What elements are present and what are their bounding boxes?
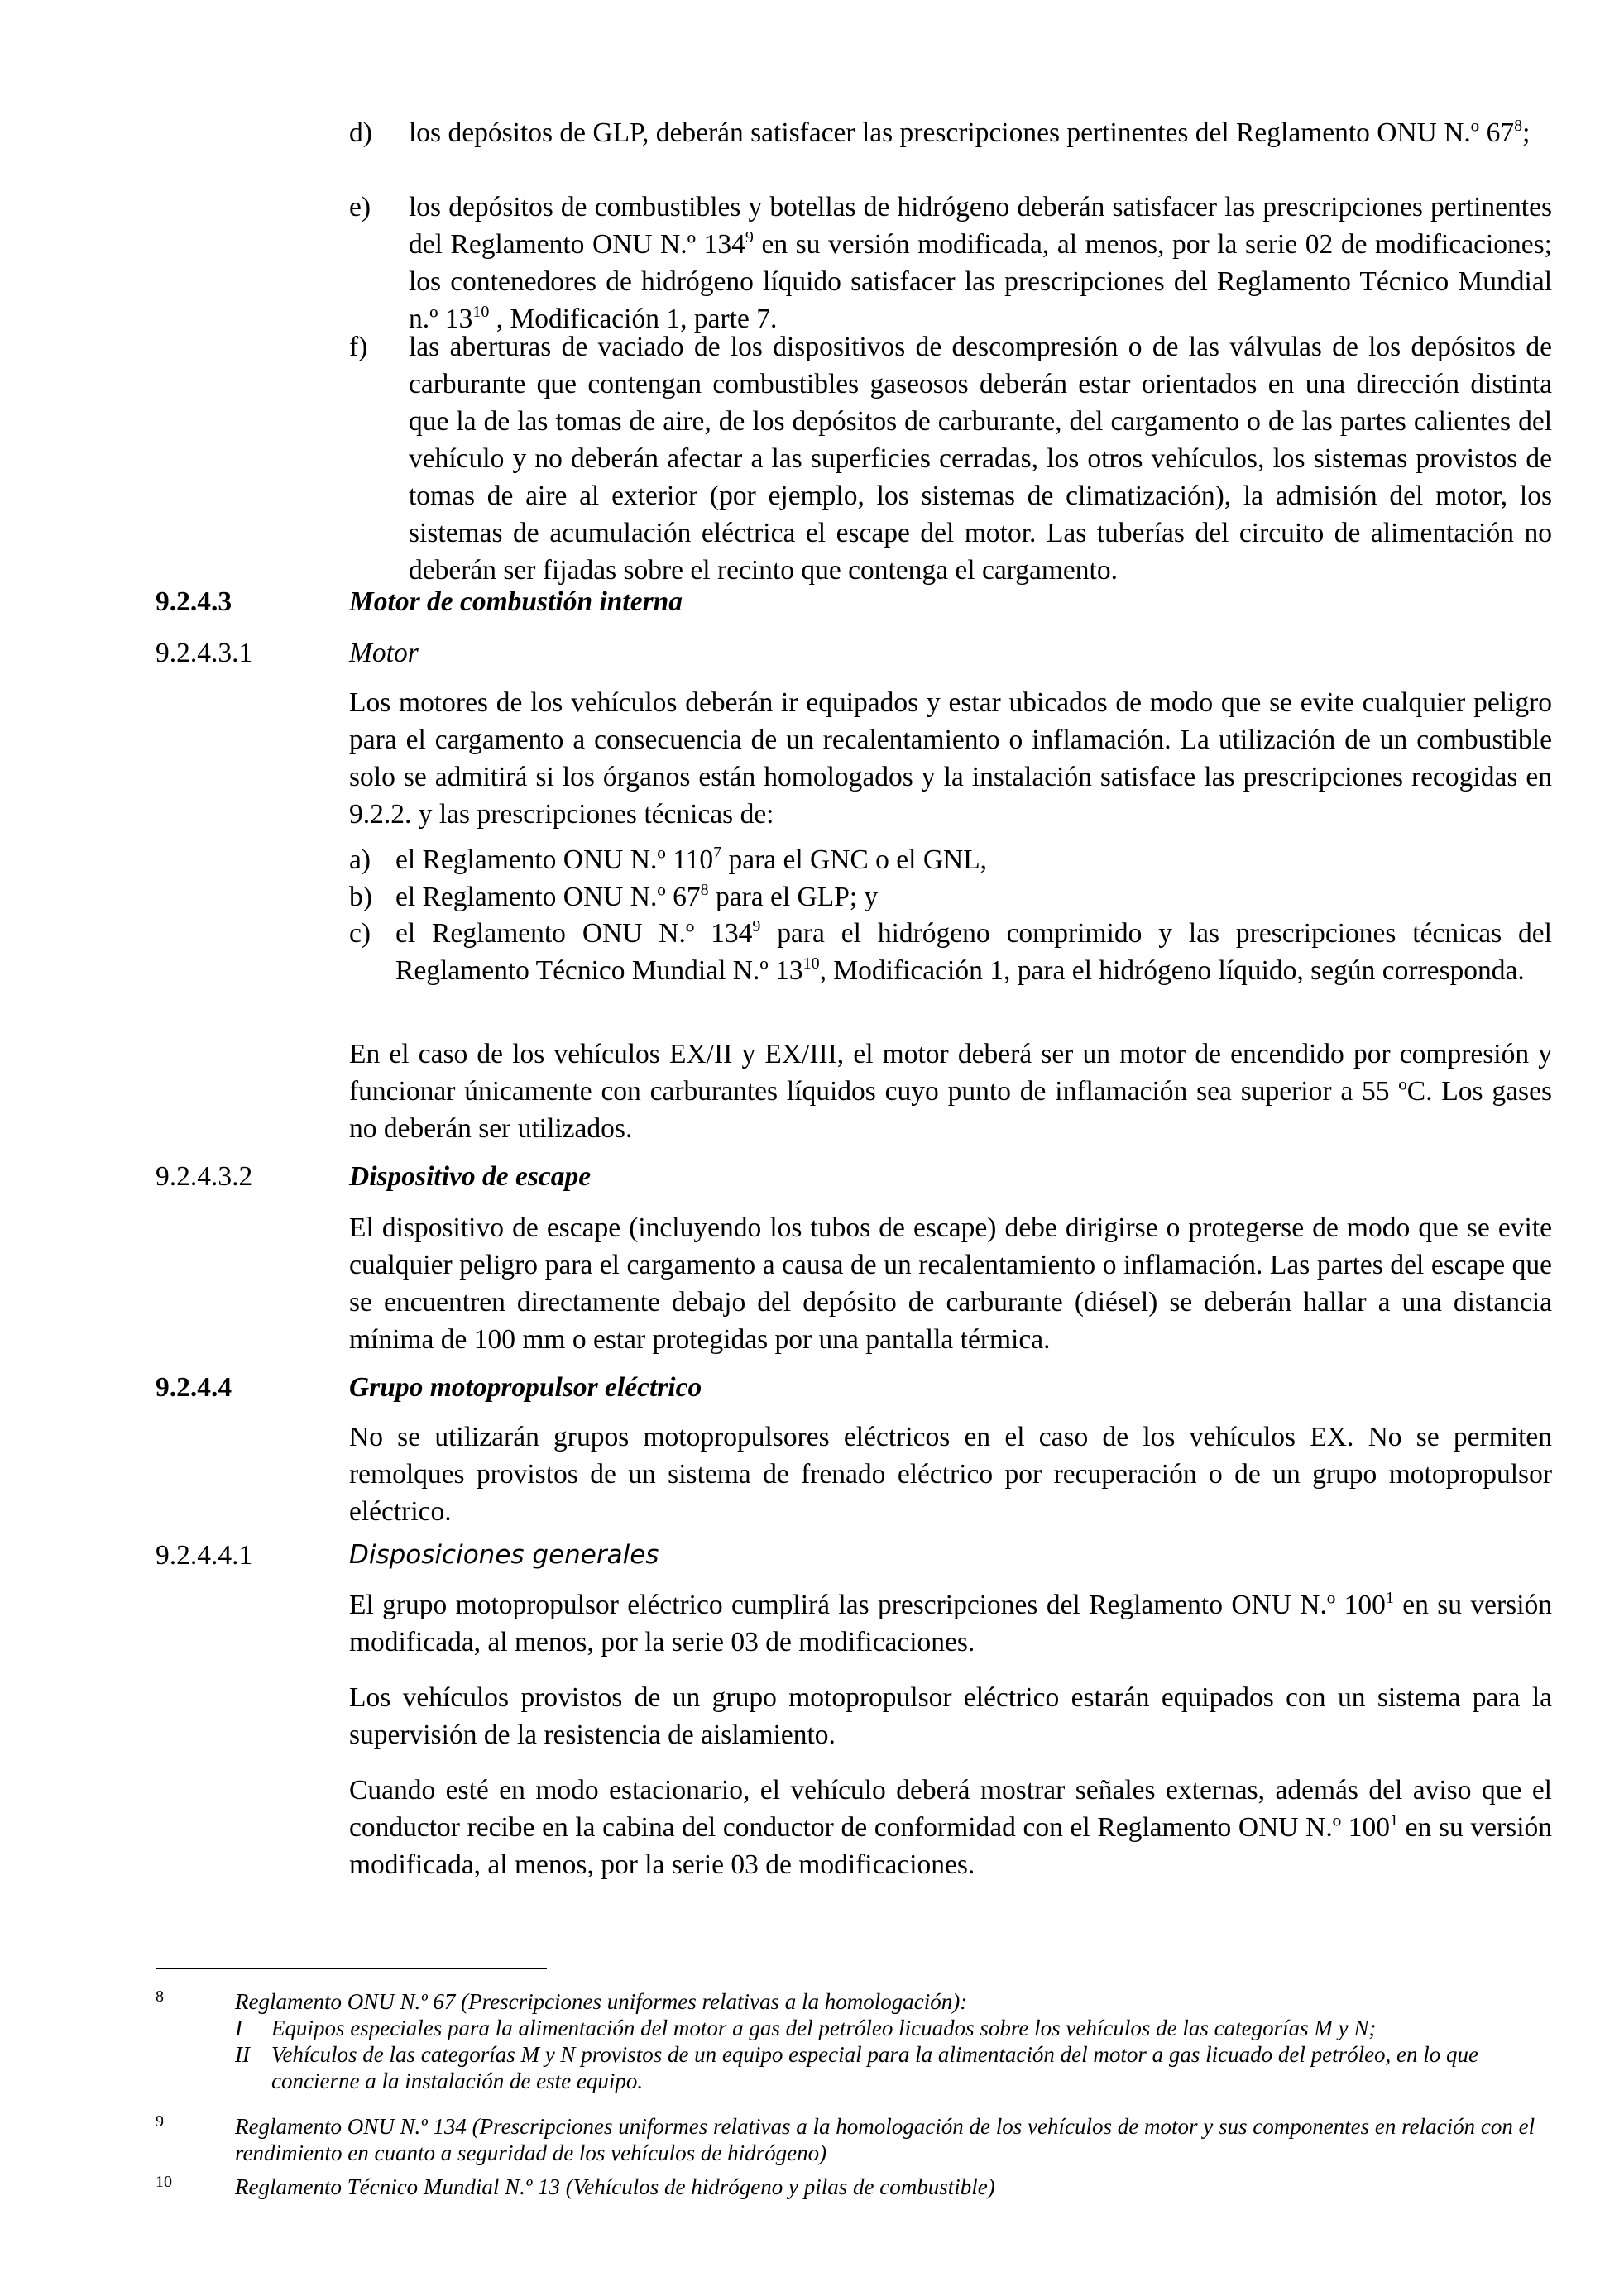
footnote-8 bbox=[156, 1988, 1562, 2094]
footnote-text: Reglamento ONU N.º 134 (Prescripciones uniformes relativas a la homologación de los vehículos de motor y sus componentes en relación con el rendimiento en cuanto a seguridad de los vehículos de hidrógeno) bbox=[235, 2114, 1535, 2165]
footnote-9 bbox=[156, 2113, 1562, 2166]
footnote-number: 9 bbox=[156, 2112, 164, 2131]
footnote-10 bbox=[156, 2174, 1562, 2200]
footnote-separator bbox=[156, 1968, 547, 1969]
list-item-b bbox=[349, 878, 1552, 916]
footnote-text: Reglamento ONU N.º 67 (Prescripciones uniformes relativas a la homologación): bbox=[235, 1989, 968, 2014]
list-label: e) bbox=[349, 192, 371, 222]
list-item-a bbox=[349, 841, 1552, 878]
section-number: 9.2.4.3.2 bbox=[156, 1161, 253, 1192]
paragraph: El grupo motopropulsor eléctrico cumplirá las prescripciones del Reglamento ONU N.º $100^1$ en su versión modificada, al menos, por la serie 03 de modificaciones. bbox=[349, 1589, 1552, 1657]
footnote-number: 10 bbox=[156, 2173, 172, 2191]
section-title: Disposiciones generales bbox=[349, 1540, 659, 1570]
list-label: c) bbox=[349, 918, 371, 949]
list-text: los depósitos de combustibles y botellas de hidrógeno deberán satisfacer las prescripciones pertinentes del Reglamento ONU N.º $134^9$ en su versión modificada, al menos, por la serie 02 de modificaciones; los contenedores de hidrógeno líquido satisfacer las prescripciones del Reglamento Técnico Mundial n.º $13^{10}$ , Modificación 1, parte 7. bbox=[409, 192, 1552, 334]
paragraph: En el caso de los vehículos EX/II y EX/III, el motor deberá ser un motor de encendido por compresión y funcionar únicamente con carburantes líquidos cuyo punto de inflamación sea superior a 55 ºC. Los gases no deberán ser utilizados. bbox=[349, 1039, 1552, 1144]
list-label: b) bbox=[349, 882, 372, 912]
footnote-subitem: II Vehículos de las categorías M y N provistos de un equipo especial para la alimentación del motor a gas licuado del petróleo, en lo que concierne a la instalación de este equipo. bbox=[235, 2042, 1479, 2093]
footnote-text: Reglamento Técnico Mundial N.º 13 (Vehículos de hidrógeno y pilas de combustible) bbox=[235, 2174, 995, 2199]
list-item-d bbox=[349, 114, 1552, 151]
section-title: Grupo motopropulsor eléctrico bbox=[349, 1372, 702, 1403]
section-number: 9.2.4.4.1 bbox=[156, 1540, 253, 1571]
paragraph: Los vehículos provistos de un grupo motopropulsor eléctrico estarán equipados con un sistema para la supervisión de la resistencia de aislamiento. bbox=[349, 1682, 1552, 1750]
list-label: a) bbox=[349, 844, 371, 875]
section-number: 9.2.4.3 bbox=[156, 586, 232, 617]
list-item-f bbox=[349, 328, 1552, 589]
list-label: f) bbox=[349, 332, 368, 362]
footnote-number: 8 bbox=[156, 1987, 164, 2006]
list-text: el Reglamento ONU N.º $110^7$ para el GNC o el GNL, bbox=[395, 844, 988, 875]
list-text: las aberturas de vaciado de los dispositivos de descompresión o de las válvulas de los depósitos de carburante que contengan combustibles gaseosos deberán estar orientados en una dirección distinta que la de las tomas de aire, de los depósitos de carburante, del cargamento o de las partes calientes del vehículo y no deberán afectar a las superficies cerradas, los otros vehículos, los sistemas provistos de tomas de aire al exterior (por ejemplo, los sistemas de climatización), la admisión del motor, los sistemas de acumulación eléctrica el escape del motor. Las tuberías del circuito de alimentación no deberán ser fijadas sobre el recinto que contenga el cargamento. bbox=[409, 332, 1552, 586]
paragraph: El dispositivo de escape (incluyendo los tubos de escape) debe dirigirse o protegerse de modo que se evite cualquier peligro para el cargamento a causa de un recalentamiento o inflamación. Las partes del escape que se encuentren directamente debajo del depósito de carburante (diésel) se deberán hallar a una distancia mínima de 100 mm o estar protegidas por una pantalla térmica. bbox=[349, 1213, 1552, 1355]
section-title: Dispositivo de escape bbox=[349, 1161, 592, 1192]
paragraph: Los motores de los vehículos deberán ir equipados y estar ubicados de modo que se evite cualquier peligro para el cargamento a consecuencia de un recalentamiento o inflamación. La utilización de un combustible solo se admitirá si los órganos están homologados y la instalación satisface las prescripciones recogidas en 9.2.2. y las prescripciones técnicas de: bbox=[349, 687, 1552, 830]
list-label: d) bbox=[349, 117, 372, 148]
footnote-subitem: I Equipos especiales para la alimentación del motor a gas del petróleo licuados sobre los vehículos de las categorías M y N; bbox=[235, 2016, 1377, 2040]
list-text: el Reglamento ONU N.º $67^8$ para el GLP; y bbox=[395, 881, 879, 912]
paragraph: No se utilizarán grupos motopropulsores eléctricos en el caso de los vehículos EX. No se permiten remolques provistos de un sistema de frenado eléctrico por recuperación o de un grupo motopropulsor eléctrico. bbox=[349, 1422, 1552, 1527]
section-number: 9.2.4.4 bbox=[156, 1372, 232, 1403]
section-number: 9.2.4.3.1 bbox=[156, 638, 253, 668]
section-title: Motor bbox=[349, 638, 419, 668]
list-text: los depósitos de GLP, deberán satisfacer las prescripciones pertinentes del Reglamento ONU N.º $67^8$; bbox=[409, 117, 1531, 148]
paragraph: Cuando esté en modo estacionario, el vehículo deberá mostrar señales externas, además del aviso que el conductor recibe en la cabina del conductor de conformidad con el Reglamento ONU N.º $100^1$ en su versión modificada, al menos, por la serie 03 de modificaciones. bbox=[349, 1775, 1553, 1880]
list-item-c bbox=[349, 915, 1552, 989]
list-text: el Reglamento ONU N.º $134^9$ para el hidrógeno comprimido y las prescripciones técnicas del Reglamento Técnico Mundial N.º $13^{10}$, Modificación 1, para el hidrógeno líquido, según corresponda. bbox=[395, 917, 1552, 986]
section-title: Motor de combustión interna bbox=[349, 586, 683, 617]
list-item-e bbox=[349, 189, 1552, 337]
